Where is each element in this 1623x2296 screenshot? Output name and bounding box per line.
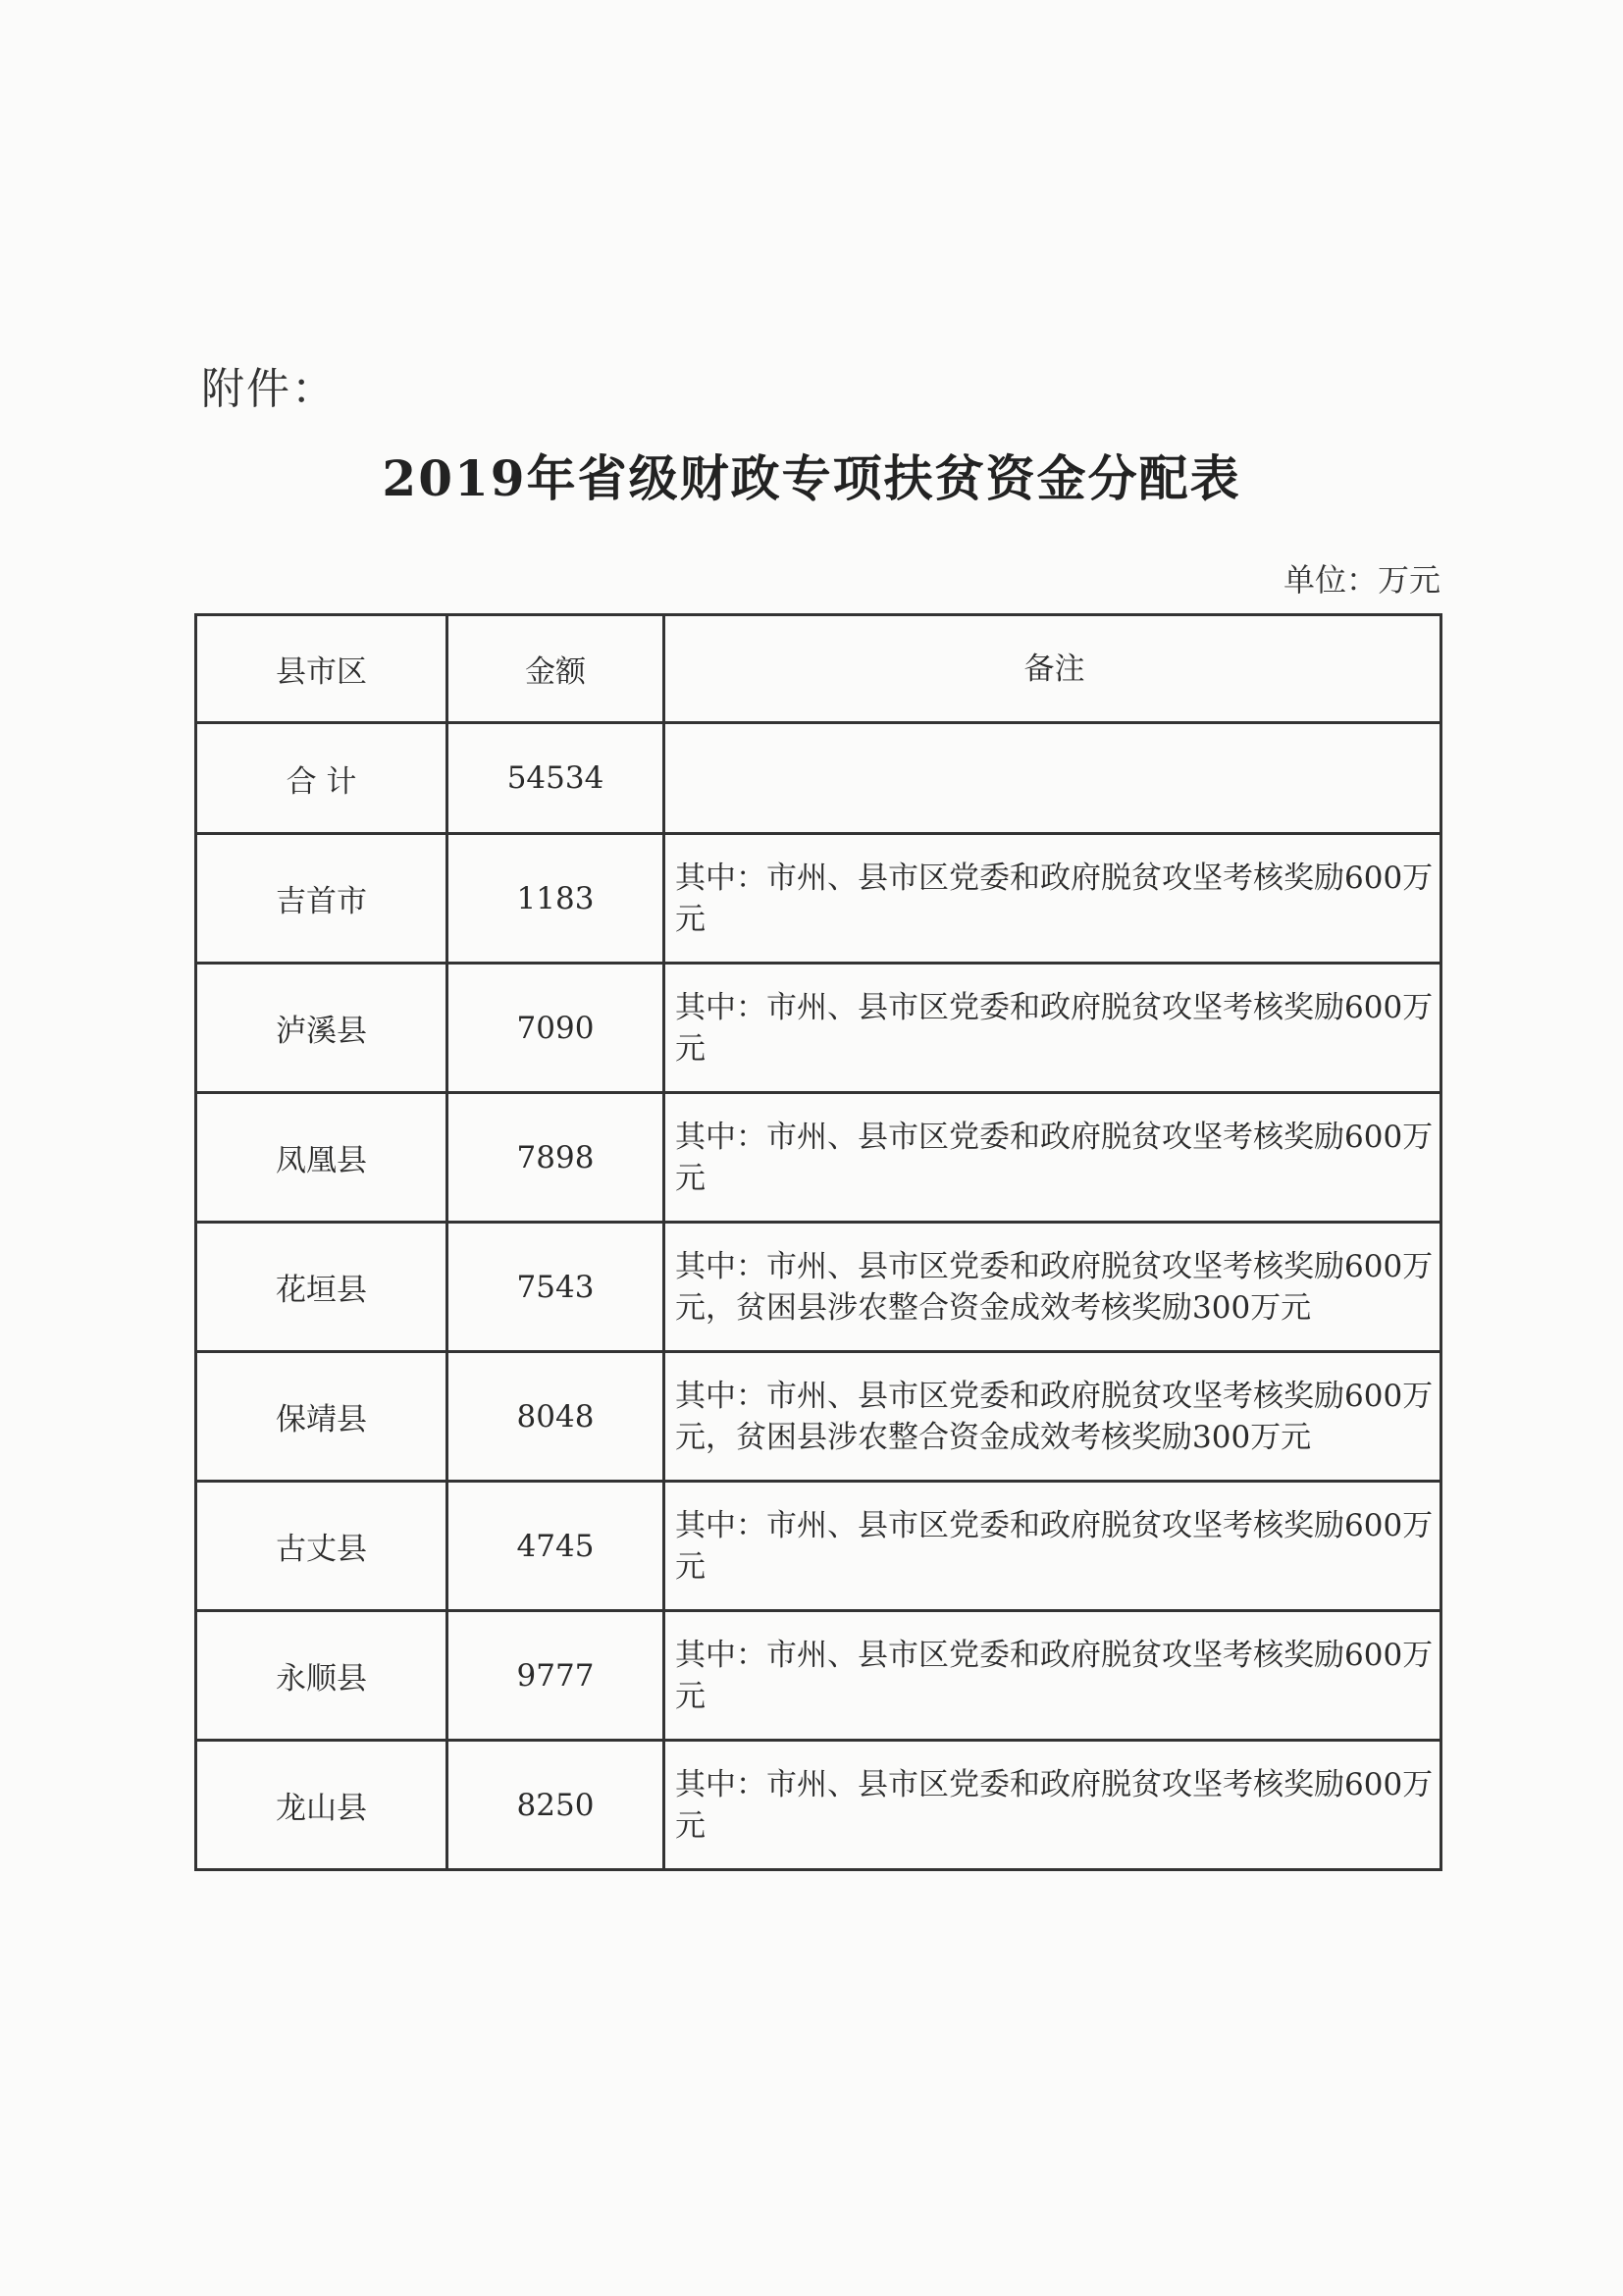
note-cell: 其中：市州、县市区党委和政府脱贫攻坚考核奖励600万元，贫困县涉农整合资金成效考核奖励300万元 <box>664 1223 1441 1352</box>
amount-cell: 7090 <box>447 964 664 1093</box>
table-row <box>196 1352 1441 1482</box>
note-cell: 其中：市州、县市区党委和政府脱贫攻坚考核奖励600万元 <box>664 964 1441 1093</box>
table-row <box>196 834 1441 964</box>
amount-cell: 8048 <box>447 1352 664 1482</box>
county-cell: 保靖县 <box>196 1352 447 1482</box>
total-amount: 54534 <box>447 723 664 834</box>
table-row <box>196 964 1441 1093</box>
note-cell: 其中：市州、县市区党委和政府脱贫攻坚考核奖励600万元 <box>664 834 1441 964</box>
county-cell: 永顺县 <box>196 1611 447 1741</box>
table-row <box>196 1223 1441 1352</box>
county-cell: 花垣县 <box>196 1223 447 1352</box>
table-row <box>196 1741 1441 1870</box>
column-header-note: 备注 <box>664 615 1441 723</box>
county-cell: 凤凰县 <box>196 1093 447 1223</box>
county-cell: 古丈县 <box>196 1482 447 1611</box>
county-cell: 泸溪县 <box>196 964 447 1093</box>
amount-cell: 4745 <box>447 1482 664 1611</box>
column-header-amount: 金额 <box>447 615 664 723</box>
amount-cell: 9777 <box>447 1611 664 1741</box>
county-cell: 吉首市 <box>196 834 447 964</box>
column-header-county: 县市区 <box>196 615 447 723</box>
total-row <box>196 723 1441 834</box>
amount-cell: 7898 <box>447 1093 664 1223</box>
allocation-table <box>194 613 1442 1871</box>
note-cell: 其中：市州、县市区党委和政府脱贫攻坚考核奖励600万元 <box>664 1093 1441 1223</box>
attachment-label: 附件： <box>201 364 337 414</box>
amount-cell: 8250 <box>447 1741 664 1870</box>
table-row <box>196 1611 1441 1741</box>
amount-cell: 7543 <box>447 1223 664 1352</box>
amount-cell: 1183 <box>447 834 664 964</box>
note-cell: 其中：市州、县市区党委和政府脱贫攻坚考核奖励600万元 <box>664 1482 1441 1611</box>
note-cell: 其中：市州、县市区党委和政府脱贫攻坚考核奖励600万元 <box>664 1741 1441 1870</box>
table-row <box>196 1482 1441 1611</box>
county-cell: 龙山县 <box>196 1741 447 1870</box>
total-note <box>664 723 1441 834</box>
unit-label: 单位：万元 <box>1283 561 1440 599</box>
table-header-row <box>196 615 1441 723</box>
note-cell: 其中：市州、县市区党委和政府脱贫攻坚考核奖励600万元 <box>664 1611 1441 1741</box>
total-label: 合 计 <box>196 723 447 834</box>
note-cell: 其中：市州、县市区党委和政府脱贫攻坚考核奖励600万元，贫困县涉农整合资金成效考核奖励300万元 <box>664 1352 1441 1482</box>
page-title: 2019年省级财政专项扶贫资金分配表 <box>382 449 1241 507</box>
table-row <box>196 1093 1441 1223</box>
